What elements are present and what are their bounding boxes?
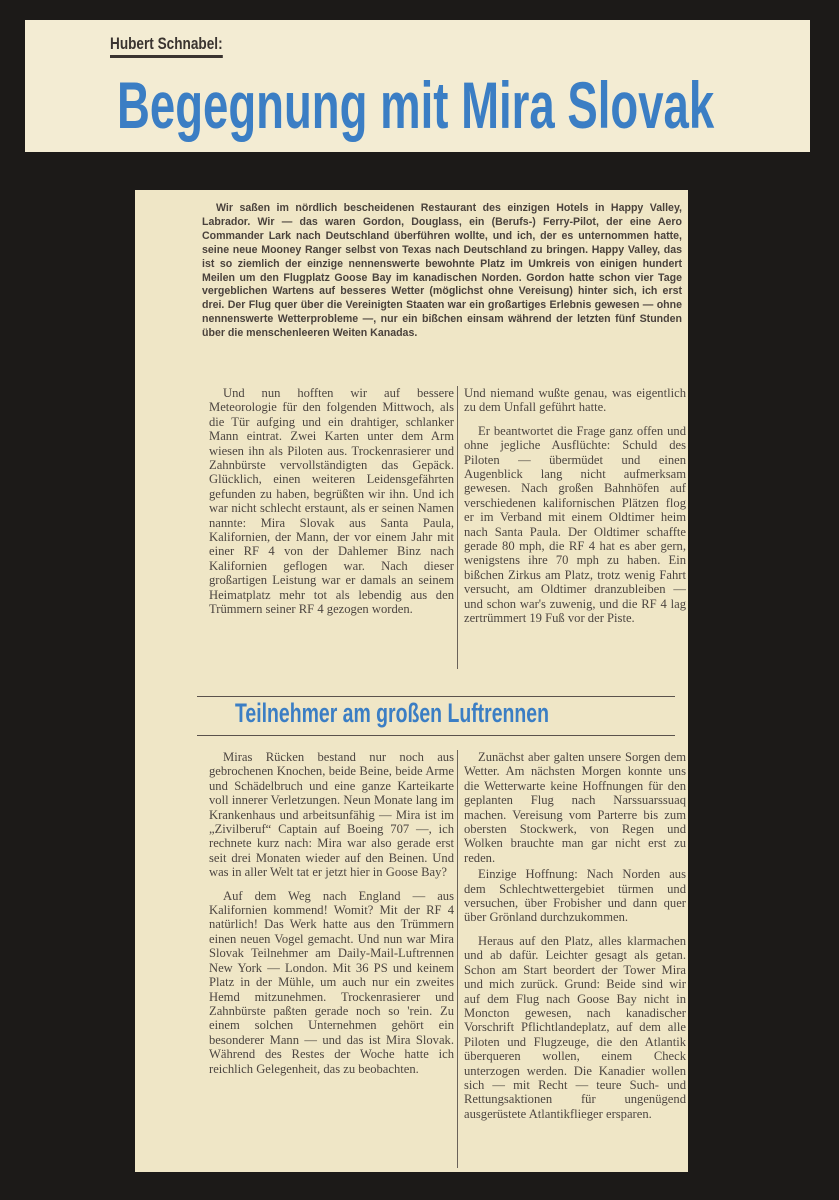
divider-rule xyxy=(197,696,675,697)
subheading: Teilnehmer am großen Luftrennen xyxy=(235,698,549,728)
paragraph: Und niemand wußte genau, was eigentlich zu dem Unfall geführt hatte. xyxy=(464,386,686,415)
paragraph: Zunächst aber galten unsere Sorgen dem Wetter. Am nächsten Morgen konnte uns die Wetterwarte keine Hoffnungen für den geplanten Flug nach Narssuarssuaq machen. Vereisung vom Parterre bis zum obersten Stockwerk, von Regen und Wolken brauchte man gar nicht erst zu reden. xyxy=(464,750,686,865)
paragraph: Heraus auf den Platz, alles klarmachen und ab dafür. Leichter gesagt als getan. Schon am Start beordert der Tower Mira und mich zurück. Grund: Beide sind wir auf dem Flug nach Goose Bay nicht in Moncton gewesen, nach kanadischer Vorschrift Pflichtlandeplatz, auf dem alle Piloten und Flugzeuge, die den Atlantik überqueren wollen, einem Check unterzogen werden. Die Kanadier wollen sich — mit Recht — teure Such- und Rettungsaktionen für ungenügend ausgerüstete Atlantikflieger ersparen. xyxy=(464,933,686,1121)
section2-right-column xyxy=(457,750,686,1168)
section1-left-column xyxy=(209,386,454,626)
paragraph: Einzige Hoffnung: Nach Norden aus dem Schlechtwettergebiet türmen und versuchen, über Frobisher und dann quer über Grönland durchzukommen. xyxy=(464,867,686,925)
section1-right-column xyxy=(457,386,686,669)
divider-rule xyxy=(197,735,675,736)
paragraph: Miras Rücken bestand nur noch aus gebrochenen Knochen, beide Beine, beide Arme und Schädelbruch und eine ganze Karteikarte voll innerer Verletzungen. Neun Monate lang im Krankenhaus und arbeitsunfähig — Mira ist im „Zivilberuf“ Captain auf Boeing 707 —, ich rechnete kurz nach: Mira war also gerade erst seit drei Monaten wieder auf den Beinen. Und was in aller Welt tat er jetzt hier in Goose Bay? xyxy=(209,750,454,880)
paragraph: Und nun hofften wir auf bessere Meteorologie für den folgenden Mittwoch, als die Tür aufging und ein drahtiger, schlanker Mann eintrat. Zwei Karten unter dem Arm wiesen ihn als Piloten aus. Trockenrasierer und Zahnbürste vervollständigten das Gepäck. Glücklich, einen weiteren Leidensgefährten gefunden zu haben, begrüßten wir ihn. Und ich war nicht schlecht erstaunt, als er seinen Namen nannte: Mira Slovak aus Santa Paula, Kalifornien, der Mann, der vor einem Jahr mit einer RF 4 von der Dahlemer Binz nach Kalifornien geflogen war. Nach dieser großartigen Leistung war er damals an seinem Heimatplatz mehr tot als lebendig aus den Trümmern seiner RF 4 gezogen worden. xyxy=(209,386,454,617)
article-title: Begegnung mit Mira Slovak xyxy=(117,68,715,142)
intro-paragraph: Wir saßen im nördlich bescheidenen Restaurant des einzigen Hotels in Happy Valley, Labrador. Wir — das waren Gordon, Douglass, ein (Berufs-) Ferry-Pilot, der eine Aero Commander Lark nach Deutschland überführen wollte, und ich, der es unternommen hatte, seine neue Mooney Ranger selbst von Texas nach Deutschland zu bringen. Happy Valley, das ist so ziemlich der einzige nennenswerte bewohnte Platz im Umkreis von einigen hundert Meilen um den Flugplatz Goose Bay im kanadischen Norden. Gordon hatte schon vier Tage vergeblichen Wartens auf besseres Wetter (möglichst ohne Vereisung) hinter sich, ich erst drei. Der Flug quer über die Vereinigten Staaten war ein großartiges Erlebnis gewesen — ohne nennenswerte Wetterprobleme —, nur ein bißchen einsam während der letzten fünf Stunden über die menschenleeren Weiten Kanadas. xyxy=(202,202,682,340)
paragraph: Auf dem Weg nach England — aus Kalifornien kommend! Womit? Mit der RF 4 natürlich! Das Werk hatte aus den Trümmern einen neuen Vogel gemacht. Und nun war Mira Slovak Teilnehmer am Daily-Mail-Luftrennen New York — London. Mit 36 PS und keinem Platz in der Mühle, um auch nur ein zweites Hemd mitzunehmen. Trockenrasierer und Zahnbürste paßten gerade noch so 'rein. Zu einem solchen Unternehmen gehört ein besonderer Mann — und das ist Mira Slovak. Während des Restes der Woche hatte ich reichlich Gelegenheit, das zu beobachten. xyxy=(209,888,454,1076)
section2-left-column xyxy=(209,750,454,1085)
author-byline: Hubert Schnabel: xyxy=(110,34,223,58)
paragraph: Er beantwortet die Frage ganz offen und ohne jegliche Ausflüchte: Schuld des Piloten — übermüdet und einen Augenblick lang nicht aufmerksam gewesen. Nach großen Bahnhöfen auf verschiedenen kalifornischen Plätzen flog er im Verband mit einem Oldtimer heim nach Santa Paula. Der Oldtimer schaffte gerade 80 mph, die RF 4 hat es aber gern, wenigstens ihre 70 mph zu haben. Ein bißchen Zirkus am Platz, trotz wenig Fahrt versucht, am Oldtimer dranzubleiben — und schon war's zuwenig, und die RF 4 lag zertrümmert 19 Fuß vor der Piste. xyxy=(464,423,686,626)
article-clipping xyxy=(135,190,688,1172)
headline-strip xyxy=(25,20,810,152)
